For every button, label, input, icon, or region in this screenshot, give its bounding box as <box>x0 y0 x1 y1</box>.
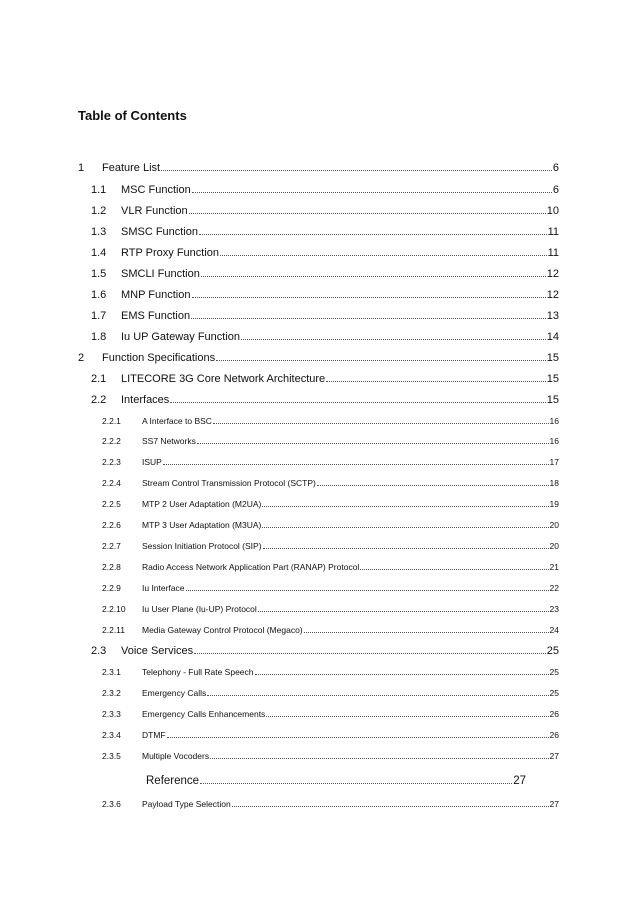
toc-entry-page: 18 <box>549 478 559 488</box>
toc-entry-page: 26 <box>549 730 559 740</box>
toc-entry-1-6[interactable] <box>91 290 559 301</box>
toc-entry-2-3[interactable] <box>91 646 559 657</box>
toc-dot-leader <box>189 212 546 214</box>
toc-entry-page: 22 <box>549 583 559 593</box>
toc-entry-title: Session Initiation Protocol (SIP) <box>142 541 262 551</box>
toc-entry-2-3-2[interactable] <box>102 689 559 698</box>
toc-entry-title: Emergency Calls Enhancements <box>142 709 266 719</box>
toc-dot-leader <box>241 338 546 340</box>
toc-entry-number: 2.3.4 <box>102 730 121 740</box>
toc-entry-title: SMCLI Function <box>121 268 200 280</box>
toc-entry-title: VLR Function <box>121 205 188 217</box>
toc-entry-2-2-1[interactable] <box>102 417 559 426</box>
toc-entry-number: 2 <box>78 352 85 364</box>
toc-entry-title: Feature List <box>102 162 161 174</box>
toc-entry-number: 2.2.5 <box>102 499 121 509</box>
toc-dot-leader <box>220 254 547 256</box>
toc-entry-2-1[interactable] <box>91 374 559 385</box>
toc-entry-number: 1 <box>78 162 85 174</box>
toc-dot-leader <box>210 757 548 759</box>
toc-entry-2-2-3[interactable] <box>102 458 559 467</box>
toc-entry-number: 2.2.1 <box>102 416 121 426</box>
toc-dot-leader <box>216 359 546 361</box>
toc-entry-page: 6 <box>552 184 559 196</box>
toc-dot-leader <box>161 169 552 171</box>
toc-dot-leader <box>207 694 548 696</box>
toc-entry-title: MSC Function <box>121 184 191 196</box>
toc-entry-page: 25 <box>546 645 559 657</box>
toc-entry-title: Media Gateway Control Protocol (Megaco) <box>142 625 303 635</box>
toc-entry-2-2-10[interactable] <box>102 605 559 614</box>
toc-dot-leader <box>199 233 547 235</box>
toc-dot-leader <box>263 547 549 549</box>
toc-dot-leader <box>194 652 546 654</box>
toc-dot-leader <box>170 401 545 403</box>
toc-entry-page: 27 <box>549 799 559 809</box>
toc-entry-number: 1.8 <box>91 331 107 343</box>
toc-entry-number: 2.3 <box>91 645 107 657</box>
toc-dot-leader <box>192 191 552 193</box>
toc-entry-1-7[interactable] <box>91 311 559 322</box>
toc-entry-2-2[interactable] <box>91 395 559 406</box>
toc-entry-page: 25 <box>549 667 559 677</box>
toc-entry-page: 15 <box>546 394 559 406</box>
toc-entry-title: A Interface to BSC <box>142 416 212 426</box>
toc-entry-1-3[interactable] <box>91 227 559 238</box>
toc-entry-title: ISUP <box>142 457 162 467</box>
toc-entry-page: 15 <box>546 373 559 385</box>
toc-entry-page: 19 <box>549 499 559 509</box>
toc-entry-number: 2.3.3 <box>102 709 121 719</box>
toc-entry-number: 2.2.8 <box>102 562 121 572</box>
toc-entry-number: 2.2.7 <box>102 541 121 551</box>
toc-dot-leader <box>192 296 546 298</box>
toc-entry-1-5[interactable] <box>91 269 559 280</box>
toc-entry-title: Interfaces <box>121 394 170 406</box>
toc-entry-page: 20 <box>549 541 559 551</box>
toc-entry-page: 12 <box>546 268 559 280</box>
toc-entry-number: 2.3.5 <box>102 751 121 761</box>
toc-entry-page: 11 <box>547 226 559 238</box>
toc-entry-page: 21 <box>549 562 559 572</box>
toc-entry-2-2-5[interactable] <box>102 500 559 509</box>
toc-entry-number: 2.2.10 <box>102 604 126 614</box>
toc-entry-number: 2.2.2 <box>102 436 121 446</box>
toc-entry-title: EMS Function <box>121 310 191 322</box>
toc-entry-number: 1.5 <box>91 268 107 280</box>
toc-entry-page: 24 <box>549 625 559 635</box>
toc-entry-title: MTP 2 User Adaptation (M2UA) <box>142 499 262 509</box>
toc-entry-page: 16 <box>549 436 559 446</box>
toc-entry-title: Radio Access Network Application Part (RANAP) Protocol <box>142 562 360 572</box>
toc-dot-leader <box>255 673 549 675</box>
toc-entry-number: 2.1 <box>91 373 107 385</box>
toc-dot-leader <box>258 610 549 612</box>
toc-entry-1-8[interactable] <box>91 332 559 343</box>
toc-entry-number: 1.7 <box>91 310 107 322</box>
toc-entry-number: 2.2.9 <box>102 583 121 593</box>
toc-entry-page: 26 <box>549 709 559 719</box>
toc-title: Table of Contents <box>78 108 187 123</box>
toc-entry-title: Multiple Vocoders <box>142 751 210 761</box>
toc-entry-number: 2.3.1 <box>102 667 121 677</box>
toc-entry-2-2-7[interactable] <box>102 542 559 551</box>
toc-entry-2-3-4[interactable] <box>102 731 559 740</box>
toc-entry-reference[interactable] <box>146 776 526 788</box>
toc-entry-title: Telephony - Full Rate Speech <box>142 667 254 677</box>
toc-entry-number: 2.2 <box>91 394 107 406</box>
toc-entry-1[interactable] <box>78 163 559 174</box>
toc-entry-2-3-5[interactable] <box>102 752 559 761</box>
toc-dot-leader <box>326 380 546 382</box>
toc-dot-leader <box>304 631 549 633</box>
toc-dot-leader <box>262 526 548 528</box>
toc-dot-leader <box>167 736 549 738</box>
toc-dot-leader <box>232 805 549 807</box>
toc-dot-leader <box>213 422 549 424</box>
toc-dot-leader <box>186 589 549 591</box>
toc-entry-number: 2.2.3 <box>102 457 121 467</box>
toc-entry-title: SMSC Function <box>121 226 199 238</box>
toc-entry-title: DTMF <box>142 730 166 740</box>
toc-entry-page: 25 <box>549 688 559 698</box>
toc-entry-number: 2.3.2 <box>102 688 121 698</box>
toc-entry-2-2-11[interactable] <box>102 626 559 635</box>
toc-entry-2-2-4[interactable] <box>102 479 559 488</box>
toc-entry-1-2[interactable] <box>91 206 559 217</box>
toc-entry-page: 14 <box>546 331 559 343</box>
toc-entry-2-2-2[interactable] <box>102 437 559 446</box>
toc-entry-number: 2.2.6 <box>102 520 121 530</box>
toc-entry-page: 23 <box>549 604 559 614</box>
toc-entry-title: Function Specifications <box>102 352 216 364</box>
toc-dot-leader <box>317 484 549 486</box>
toc-entry-page: 15 <box>546 352 559 364</box>
toc-entry-title: Iu UP Gateway Function <box>121 331 241 343</box>
toc-entry-page: 17 <box>549 457 559 467</box>
toc-entry-title: Stream Control Transmission Protocol (SCTP) <box>142 478 316 488</box>
toc-entry-number: 1.6 <box>91 289 107 301</box>
toc-entry-title: Emergency Calls <box>142 688 207 698</box>
toc-entry-1-1[interactable] <box>91 185 559 196</box>
toc-entry-page: 27 <box>513 775 526 787</box>
toc-entry-2-2-6[interactable] <box>102 521 559 530</box>
toc-entry-page: 11 <box>547 247 559 259</box>
toc-entry-title: SS7 Networks <box>142 436 196 446</box>
toc-entry-title: Iu Interface <box>142 583 185 593</box>
toc-entry-1-4[interactable] <box>91 248 559 259</box>
toc-entry-title: Reference <box>146 775 200 787</box>
toc-entry-title: MTP 3 User Adaptation (M3UA) <box>142 520 262 530</box>
toc-dot-leader <box>163 463 549 465</box>
toc-entry-title: LITECORE 3G Core Network Architecture <box>121 373 326 385</box>
toc-entry-2-2-8[interactable] <box>102 563 559 572</box>
toc-entry-2-3-1[interactable] <box>102 668 559 677</box>
toc-entry-page: 12 <box>546 289 559 301</box>
toc-dot-leader <box>191 317 546 319</box>
toc-entry-page: 6 <box>552 162 559 174</box>
toc-entry-page: 27 <box>549 751 559 761</box>
toc-entry-page: 10 <box>546 205 559 217</box>
toc-dot-leader <box>266 715 548 717</box>
toc-entry-page: 13 <box>546 310 559 322</box>
toc-entry-number: 1.4 <box>91 247 107 259</box>
toc-entry-title: MNP Function <box>121 289 191 301</box>
toc-entry-page: 20 <box>549 520 559 530</box>
toc-entry-2-2-9[interactable] <box>102 584 559 593</box>
toc-entry-title: Payload Type Selection <box>142 799 231 809</box>
toc-entry-title: Iu User Plane (Iu-UP) Protocol <box>142 604 257 614</box>
toc-entry-page: 16 <box>549 416 559 426</box>
toc-entry-2[interactable] <box>78 353 559 364</box>
toc-dot-leader <box>197 442 549 444</box>
toc-entry-2-3-3[interactable] <box>102 710 559 719</box>
toc-entry-title: RTP Proxy Function <box>121 247 220 259</box>
toc-dot-leader <box>262 505 548 507</box>
toc-entry-number: 2.2.4 <box>102 478 121 488</box>
toc-entry-number: 2.3.6 <box>102 799 121 809</box>
toc-dot-leader <box>200 782 512 784</box>
toc-dot-leader <box>201 275 546 277</box>
toc-entry-number: 1.1 <box>91 184 107 196</box>
toc-dot-leader <box>360 568 548 570</box>
toc-entry-number: 2.2.11 <box>102 625 126 635</box>
toc-entry-title: Voice Services <box>121 645 194 657</box>
toc-entry-number: 1.3 <box>91 226 107 238</box>
toc-entry-2-3-6[interactable] <box>102 800 559 809</box>
toc-entry-number: 1.2 <box>91 205 107 217</box>
